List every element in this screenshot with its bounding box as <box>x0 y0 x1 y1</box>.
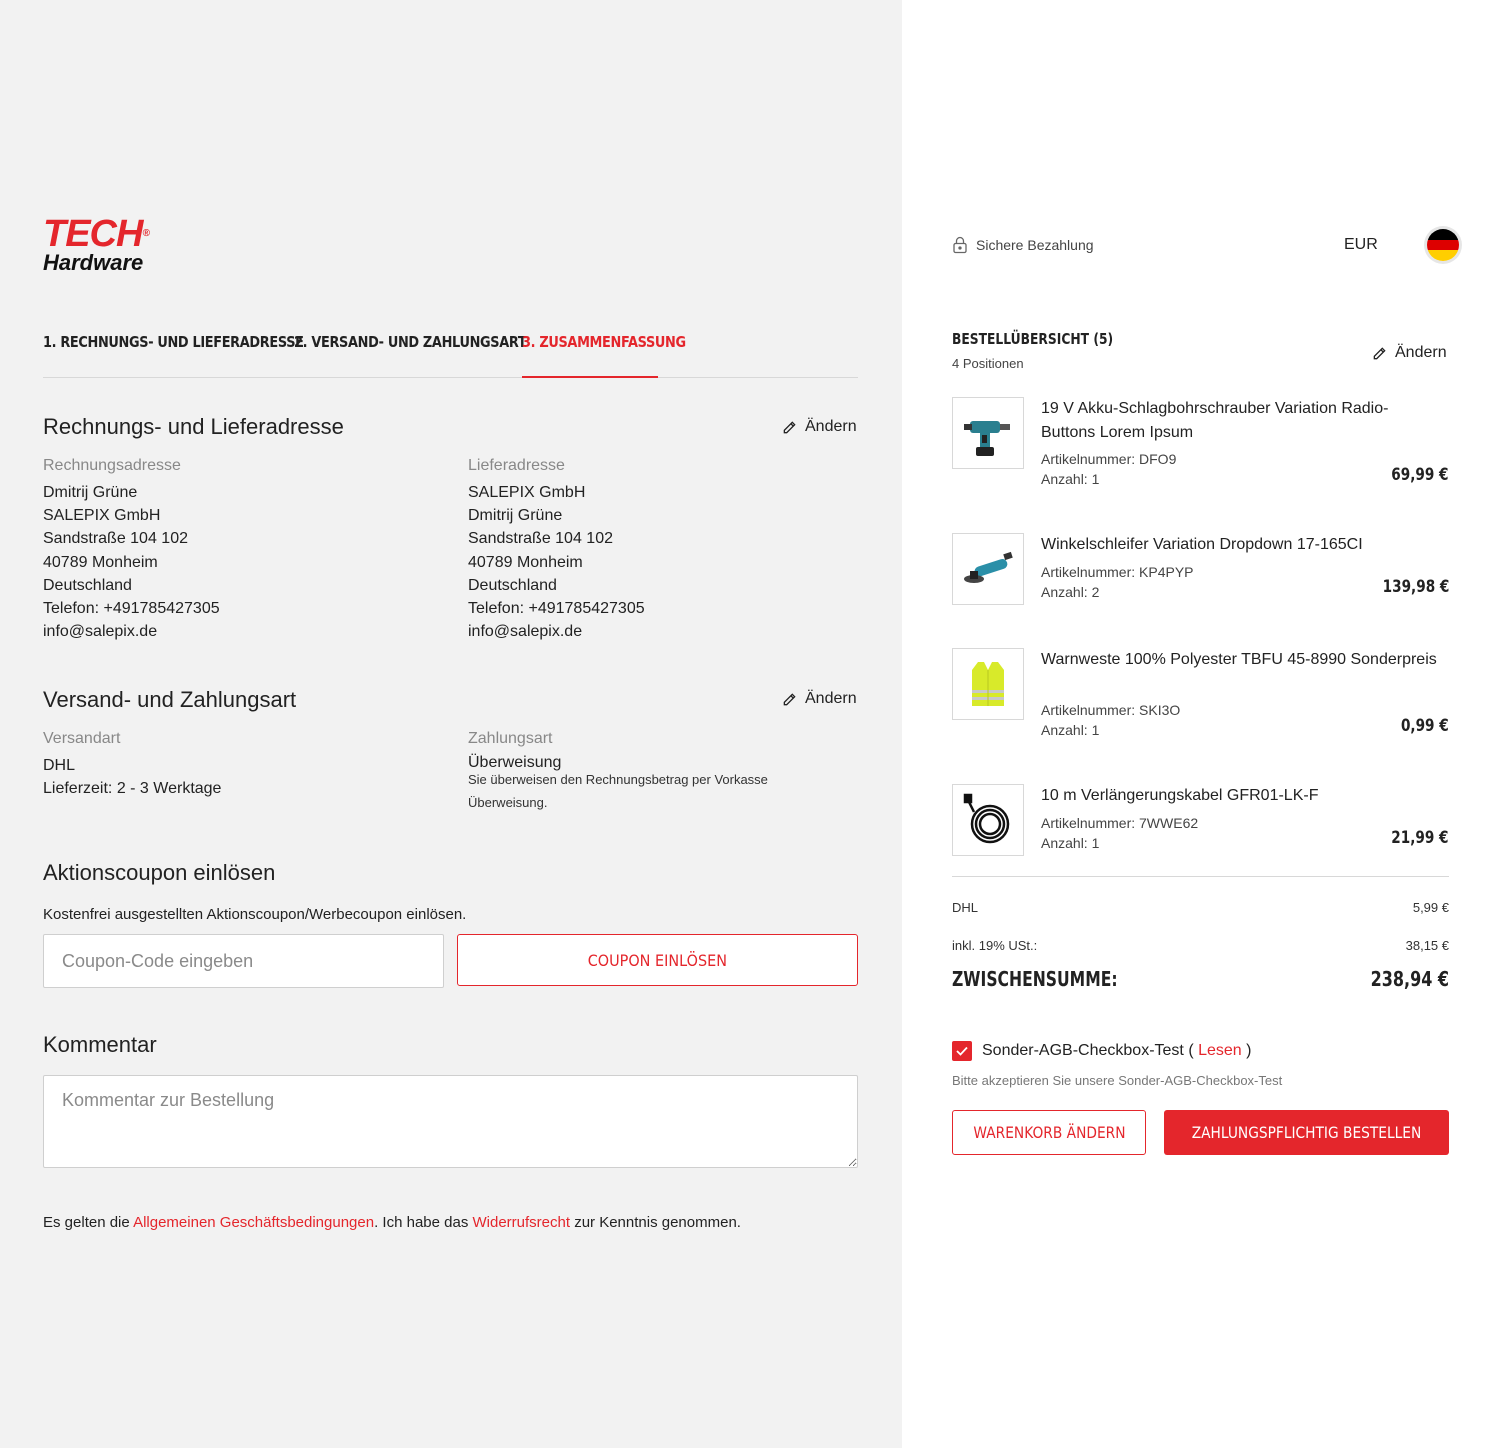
order-overview-title: BESTELLÜBERSICHT (5) <box>952 330 1114 348</box>
terms-link[interactable]: Allgemeinen Geschäftsbedingungen <box>133 1214 375 1231</box>
order-overview-subtitle: 4 Positionen <box>952 356 1024 371</box>
shipping-line: 40789 Monheim <box>468 553 583 571</box>
coupon-code-input[interactable] <box>43 934 444 988</box>
item-qty: Anzahl: 1 <box>1041 471 1100 487</box>
secure-payment <box>952 236 1094 254</box>
step-address[interactable]: 1. RECHNUNGS- UND LIEFERADRESSE <box>43 333 304 351</box>
product-thumbnail[interactable] <box>952 533 1024 605</box>
billing-line: info@salepix.de <box>43 623 158 641</box>
tax-row <box>952 938 1449 953</box>
shipping-cost-label: DHL <box>952 900 979 915</box>
shipping-method-line: Lieferzeit: 2 - 3 Werktage <box>43 780 222 798</box>
product-thumbnail[interactable] <box>952 784 1024 856</box>
german-flag-icon[interactable] <box>1427 229 1459 261</box>
billing-line: Sandstraße 104 102 <box>43 530 188 548</box>
shipping-line: info@salepix.de <box>468 623 583 641</box>
checkout-steps <box>43 330 858 378</box>
special-terms-label[interactable]: Sonder-AGB-Checkbox-Test <box>982 1042 1184 1059</box>
coupon-section-title: Aktionscoupon einlösen <box>43 860 276 885</box>
redeem-coupon-button[interactable] <box>457 934 858 986</box>
billing-address <box>43 481 220 643</box>
place-order-label: ZAHLUNGSPFLICHTIG BESTELLEN <box>1191 1123 1422 1142</box>
cart-item <box>952 397 1449 493</box>
item-meta <box>1041 700 1180 740</box>
edit-cart-label: WARENKORB ÄNDERN <box>972 1123 1126 1142</box>
summary-divider <box>952 876 1449 877</box>
cable-icon <box>960 792 1016 848</box>
tax-label: inkl. 19% USt.: <box>952 938 1038 953</box>
address-section-title: Rechnungs- und Lieferadresse <box>43 414 344 439</box>
tech-hardware-logo[interactable]: TECH® Hardware <box>43 213 149 275</box>
shipping-line: Telefon: +491785427305 <box>468 600 645 618</box>
billing-line: SALEPIX GmbH <box>43 507 161 525</box>
item-price: 21,99 € <box>1391 828 1449 848</box>
read-terms-link[interactable]: Lesen <box>1198 1042 1242 1059</box>
special-terms-checkbox-row <box>952 1041 1251 1061</box>
billing-address-label: Rechnungsadresse <box>43 457 181 474</box>
legal-notice <box>43 1214 741 1231</box>
item-price: 0,99 € <box>1401 716 1449 736</box>
pencil-icon <box>782 692 797 707</box>
item-qty: Anzahl: 1 <box>1041 835 1100 851</box>
paren: ) <box>1241 1042 1252 1059</box>
billing-line: Deutschland <box>43 576 132 594</box>
item-meta <box>1041 562 1194 602</box>
grinder-icon <box>960 541 1016 597</box>
shipping-method-line: DHL <box>43 757 76 774</box>
subtotal-value: 238,94 € <box>1370 967 1449 991</box>
billing-line: Telefon: +491785427305 <box>43 600 220 618</box>
item-meta <box>1041 449 1176 489</box>
item-name[interactable]: 10 m Verlängerungskabel GFR01-LK-F <box>1041 787 1319 804</box>
item-qty: Anzahl: 2 <box>1041 584 1100 600</box>
currency-selector[interactable]: EUR <box>1344 236 1378 253</box>
redeem-coupon-label: COUPON EINLÖSEN <box>587 950 728 970</box>
pencil-icon <box>1372 346 1387 361</box>
special-terms-note: Bitte akzeptieren Sie unsere Sonder-AGB-Checkbox-Test <box>952 1073 1283 1088</box>
shipping-cost-value: 5,99 € <box>1412 900 1449 915</box>
shipping-line: SALEPIX GmbH <box>468 484 586 501</box>
billing-line: 40789 Monheim <box>43 553 158 571</box>
edit-address-button[interactable] <box>782 418 857 436</box>
coupon-description: Kostenfrei ausgestellten Aktionscoupon/Werbecoupon einlösen. <box>43 906 467 923</box>
shipping-line: Dmitrij Grüne <box>468 507 563 525</box>
step-shipping-payment[interactable]: 2. VERSAND- UND ZAHLUNGSART <box>294 333 527 351</box>
legal-text: Es gelten die <box>43 1214 134 1231</box>
payment-method-label: Zahlungsart <box>468 730 553 747</box>
shipping-address-label: Lieferadresse <box>468 457 565 474</box>
subtotal-row <box>952 967 1449 991</box>
shipping-line: Sandstraße 104 102 <box>468 530 613 548</box>
active-step-indicator <box>522 376 658 378</box>
product-thumbnail[interactable] <box>952 397 1024 469</box>
item-sku: Artikelnummer: 7WWE62 <box>1041 815 1199 831</box>
paren: ( <box>1188 1042 1199 1059</box>
shipping-address <box>468 481 645 643</box>
legal-text: . Ich habe das <box>374 1214 473 1231</box>
edit-cart-button[interactable] <box>952 1110 1146 1155</box>
edit-label: Ändern <box>805 690 857 707</box>
item-sku: Artikelnummer: DFO9 <box>1041 451 1177 467</box>
shipping-method-label: Versandart <box>43 730 121 747</box>
cart-item <box>952 533 1449 605</box>
checkmark-icon <box>956 1046 968 1056</box>
item-meta <box>1041 813 1198 853</box>
cart-item <box>952 648 1449 744</box>
lock-icon <box>952 236 968 254</box>
shipping-cost-row <box>952 900 1449 915</box>
item-name[interactable]: Winkelschleifer Variation Dropdown 17-165CI <box>1041 536 1363 553</box>
item-sku: Artikelnummer: SKI3O <box>1041 702 1181 718</box>
item-qty: Anzahl: 1 <box>1041 722 1100 738</box>
product-thumbnail[interactable] <box>952 648 1024 720</box>
comment-textarea[interactable] <box>43 1075 858 1168</box>
pencil-icon <box>782 420 797 435</box>
place-order-button[interactable] <box>1164 1110 1449 1155</box>
shipping-payment-section-title: Versand- und Zahlungsart <box>43 687 297 712</box>
special-terms-checkbox[interactable] <box>952 1041 972 1061</box>
logo-line-1: TECH <box>43 213 143 255</box>
payment-method: Überweisung <box>468 754 562 771</box>
edit-label: Ändern <box>1395 344 1447 361</box>
billing-line: Dmitrij Grüne <box>43 484 138 501</box>
shipping-method <box>43 754 221 800</box>
item-name[interactable]: 19 V Akku-Schlagbohrschrauber Variation Radio-Buttons Lorem Ipsum <box>1041 400 1389 441</box>
legal-text: zur Kenntnis genommen. <box>570 1214 741 1231</box>
subtotal-label: ZWISCHENSUMME: <box>952 967 1118 991</box>
withdrawal-link[interactable]: Widerrufsrecht <box>472 1214 571 1231</box>
step-summary[interactable]: 3. ZUSAMMENFASSUNG <box>522 333 686 351</box>
logo-line-2: Hardware <box>43 250 144 275</box>
edit-shipping-payment-button[interactable] <box>782 690 857 708</box>
item-price: 69,99 € <box>1391 465 1449 485</box>
tax-value: 38,15 € <box>1405 938 1449 953</box>
item-price: 139,98 € <box>1382 577 1449 597</box>
vest-icon <box>960 656 1016 712</box>
item-sku: Artikelnummer: KP4PYP <box>1041 564 1194 580</box>
payment-note: Sie überweisen den Rechnungsbetrag per Vorkasse Überweisung. <box>468 772 768 810</box>
edit-cart-items-button[interactable] <box>1372 344 1447 362</box>
drill-icon <box>960 405 1016 461</box>
comment-section-title: Kommentar <box>43 1032 157 1057</box>
shipping-line: Deutschland <box>468 576 557 594</box>
item-name[interactable]: Warnweste 100% Polyester TBFU 45-8990 Sonderpreis <box>1041 651 1437 668</box>
edit-label: Ändern <box>805 418 857 435</box>
secure-payment-label: Sichere Bezahlung <box>976 237 1094 253</box>
cart-item <box>952 784 1449 856</box>
